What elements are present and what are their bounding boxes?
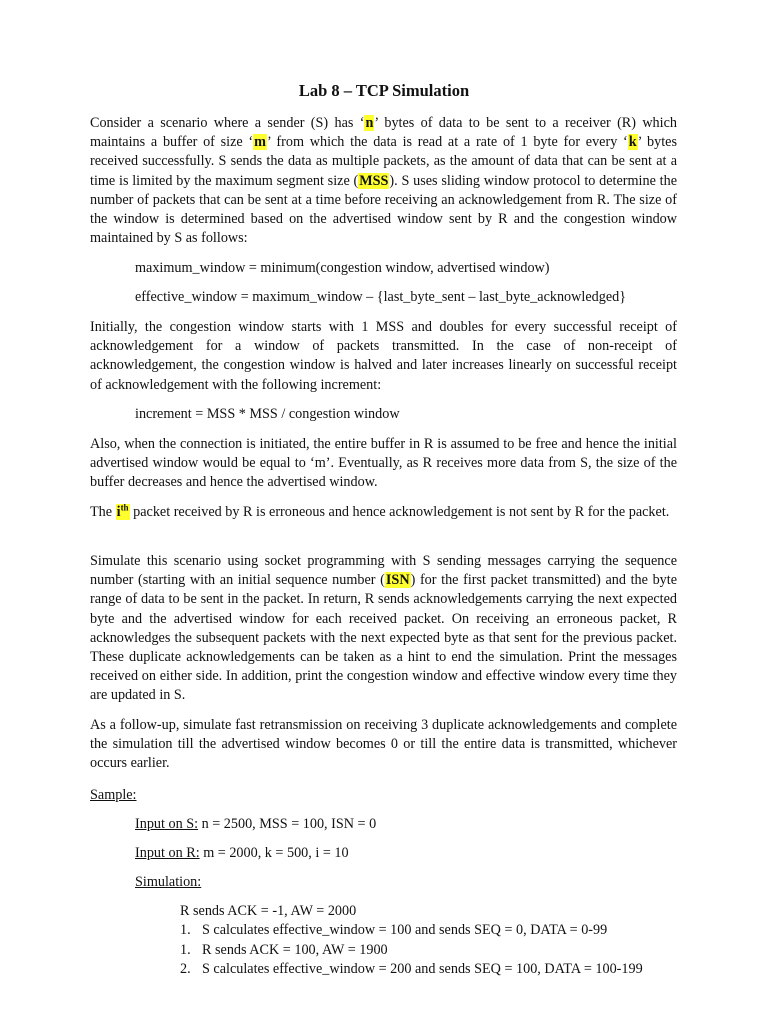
text-run: ’ bytes of data to be sent to a receiver (R) which maintains a buffer of size ‘ bbox=[90, 115, 677, 151]
buffer-paragraph: Also, when the connection is initiated, the entire buffer in R is assumed to be free and hence the initial advertised window would be equal to ‘m’. Eventually, as R receives more data from S, the size of the buffer decreases and hence the advertised window. bbox=[90, 436, 677, 491]
sim-line bbox=[0, 941, 768, 960]
erroneous-packet-paragraph bbox=[90, 503, 677, 522]
highlight-i-letter: i bbox=[116, 504, 121, 520]
text-run: ) for the first packet transmitted) and the byte range of data to be sent in the packet. In return, R sends acknowledgements carrying the next expected byte and the advertised window for each received packet. On receiving an erroneous packet, R acknowledges the subsequent packets with the next expected byte as that sent for the previous packet. These duplicate acknowledgements can be taken as a hint to end the simulation. Print the messages received on either side. In addition, print the congestion window and effective window every time they are updated in S. bbox=[90, 572, 678, 704]
highlight-i bbox=[116, 504, 130, 520]
highlight-k: k bbox=[628, 134, 637, 151]
input-r-value: m = 2000, k = 500, i = 10 bbox=[199, 845, 349, 861]
equation-increment: increment = MSS * MSS / congestion window bbox=[135, 406, 400, 422]
sim-line bbox=[0, 960, 768, 979]
sim-line-number: 1. bbox=[180, 942, 191, 958]
sim-line-text: S calculates effective_window = 100 and sends SEQ = 0, DATA = 0-99 bbox=[202, 922, 608, 938]
sim-line-text: R sends ACK = -1, AW = 2000 bbox=[180, 903, 357, 919]
intro-paragraph bbox=[90, 114, 677, 248]
congestion-paragraph: Initially, the congestion window starts with 1 MSS and doubles for every successful receipt of acknowledgement for a window of packets transmitted. In the case of non-receipt of acknowledgement, the congestion window is halved and later increases linearly on successful receipt of acknowledgement with the following increment: bbox=[90, 319, 677, 393]
text-run: packet received by R is erroneous and hence acknowledgement is not sent by R for the packet. bbox=[129, 504, 670, 520]
sample-heading: Sample: bbox=[90, 787, 137, 803]
highlight-m: m bbox=[254, 134, 266, 151]
followup-paragraph: As a follow-up, simulate fast retransmission on receiving 3 duplicate acknowledgements and complete the simulation till the advertised window becomes 0 or till the entire data is transmitted, whichever occurs earlier. bbox=[90, 717, 677, 772]
sim-line bbox=[0, 921, 768, 940]
sim-line bbox=[0, 902, 768, 921]
sim-line-number: 2. bbox=[180, 961, 191, 977]
equation-effective-window: effective_window = maximum_window – {last_byte_sent – last_byte_acknowledged} bbox=[135, 289, 627, 305]
page-title: Lab 8 – TCP Simulation bbox=[298, 81, 470, 100]
text-run: ’ from which the data is read at a rate of 1 byte for every ‘ bbox=[267, 134, 628, 151]
highlight-mss: MSS bbox=[359, 172, 389, 189]
highlight-isn: ISN bbox=[385, 572, 410, 589]
text-run: ). S uses sliding window protocol to determine the number of packets that can be sent at a time before receiving an acknowledgement from R. The size of the window is determined based on the advertised window sent by R and the congestion window maintained by S as follows: bbox=[90, 172, 677, 247]
simulate-paragraph bbox=[90, 552, 677, 706]
sim-line-text: R sends ACK = 100, AW = 1900 bbox=[202, 942, 388, 958]
input-s-value: n = 2500, MSS = 100, ISN = 0 bbox=[198, 816, 377, 832]
text-run: Simulate this scenario using socket programming with S sending messages carrying the sequence number (starting with an initial sequence number ( bbox=[90, 553, 677, 589]
text-run: Consider a scenario where a sender (S) has ‘ bbox=[90, 115, 365, 131]
input-s-label: Input on S: bbox=[135, 816, 199, 832]
text-run: The bbox=[90, 504, 116, 520]
sim-line-text: S calculates effective_window = 200 and sends SEQ = 100, DATA = 100-199 bbox=[202, 961, 643, 977]
input-on-s bbox=[135, 815, 376, 834]
sim-line-number: 1. bbox=[180, 922, 191, 938]
superscript-th: th bbox=[120, 502, 129, 513]
simulation-heading: Simulation: bbox=[135, 874, 202, 890]
input-r-label: Input on R: bbox=[135, 845, 200, 861]
highlight-n: n bbox=[365, 115, 374, 131]
text-run: ’ bytes received successfully. S sends the data as multiple packets, as the amount of data that can be sent at a time is limited by the maximum segment size ( bbox=[90, 134, 677, 189]
equation-maximum-window: maximum_window = minimum(congestion window, advertised window) bbox=[135, 260, 550, 276]
input-on-r bbox=[135, 844, 349, 863]
